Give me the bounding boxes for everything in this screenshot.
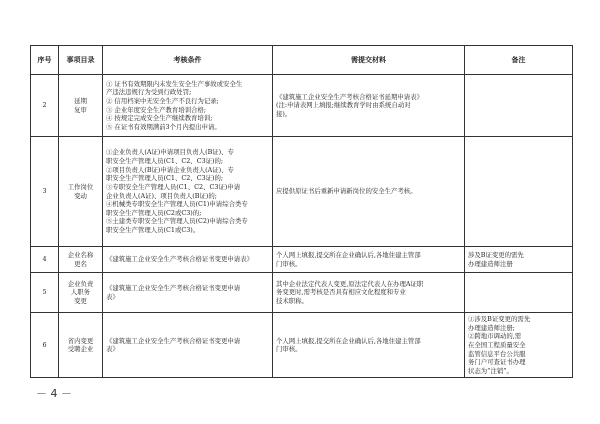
cell-conditions-line: ④机械类专职安全生产管理人员(C1)申请综合类专 <box>106 200 248 209</box>
cell-item-line: 变动 <box>74 191 87 200</box>
cell-materials <box>273 75 465 137</box>
cell-materials-line: 技术职称。 <box>276 296 308 305</box>
cell-conditions-line: ④ 按规定完成安全生产继续教育培训; <box>106 114 213 123</box>
cell-remarks <box>465 273 573 313</box>
cell-conditions-line: 《建筑施工企业安全生产考核合格证书变更申请 <box>106 283 241 292</box>
header-remarks: 备注 <box>465 46 573 75</box>
cell-conditions-line: 职安全生产管理人员(C1或C3)。 <box>106 226 200 235</box>
cell-materials <box>273 137 465 247</box>
cell-conditions-line: ② 信用档案中无安全生产不良行为记录; <box>106 96 219 105</box>
cell-materials <box>273 273 465 313</box>
cell-conditions <box>103 137 273 247</box>
cell-remarks-line: 监管信息平台公共服 <box>468 349 526 358</box>
cell-item-line: 延期 <box>74 96 87 105</box>
cell-remarks-line: ②跨地市调动的,需 <box>468 332 522 341</box>
cell-item-line: 更名 <box>74 259 87 268</box>
cell-materials-line: 接)。 <box>276 109 292 118</box>
cell-materials-line: 个人网上填报,提交所在企业确认后,各地住建主管部 <box>276 250 421 259</box>
cell-serial-number: 6 <box>31 313 59 378</box>
cell-conditions-line: ②项目负责人(B证)申请企业负责人(A证)、专 <box>106 165 234 174</box>
cell-conditions-line: 职安全生产管理人员(C1、C2、C3证)的; <box>106 156 224 165</box>
cell-item <box>59 247 103 273</box>
cell-item <box>59 273 103 313</box>
cell-item-line: 受聘企业 <box>67 345 94 354</box>
cell-materials-line: 其中企业法定代表人变更,原法定代表人在办理A证职 <box>276 279 424 288</box>
cell-materials-line: 《建筑施工企业安全生产考核合格证书延期申请表》 <box>276 92 423 101</box>
header-materials: 需提交材料 <box>273 46 465 75</box>
cell-conditions-line: ⑤ 在证书有效期满前3个月内提出申请。 <box>106 122 221 131</box>
cell-materials <box>273 313 465 378</box>
cell-item-line: 变更 <box>74 296 87 305</box>
cell-serial-number: 3 <box>31 137 59 247</box>
cell-remarks-line: 在全国工程质量安全 <box>468 340 526 349</box>
table-header-row <box>31 46 573 75</box>
cell-remarks <box>465 137 573 247</box>
table-row <box>31 75 573 137</box>
cell-item <box>59 137 103 247</box>
cell-materials-line: 门审核。 <box>276 259 302 268</box>
cell-serial-number: 5 <box>31 273 59 313</box>
cell-item-line: 工作岗位 <box>67 182 94 191</box>
cell-item-line: 企业名称 <box>67 250 94 259</box>
cell-item <box>59 313 103 378</box>
table-row <box>31 273 573 313</box>
cell-conditions-line: 企业负责人(A证)、项目负责人(B证)的; <box>106 191 217 200</box>
cell-remarks-line: 办理建造师注册 <box>468 259 513 268</box>
cell-conditions-line: ③专职安全生产管理人员(C1、C2、C3证)申请 <box>106 182 241 191</box>
cell-materials-line: 务变更时,需考核是否具有相应文化程度和专业 <box>276 288 406 297</box>
requirements-table <box>30 45 573 378</box>
table-row <box>31 313 573 378</box>
cell-conditions <box>103 247 273 273</box>
cell-conditions-line: ①企业负责人(A证)申请项目负责人(B证)、专 <box>106 148 234 157</box>
cell-conditions-line: 职安全生产管理人员(C1、C2、C3证)的; <box>106 174 224 183</box>
cell-conditions-line: ⑤土建类专职安全生产管理人员(C2)申请综合类专 <box>106 217 248 226</box>
cell-conditions <box>103 75 273 137</box>
cell-conditions-line: 产违法违规行为受到行政处罚; <box>106 88 192 97</box>
header-conditions: 考核条件 <box>103 46 273 75</box>
cell-conditions <box>103 273 273 313</box>
cell-remarks-line: 务门户可查证书办理 <box>468 358 526 367</box>
cell-remarks <box>465 75 573 137</box>
cell-conditions-line: ③ 企业年度安全生产教育培训合格; <box>106 105 207 114</box>
cell-item-line: 企业负责 <box>67 279 94 288</box>
table-row <box>31 247 573 273</box>
page-number: － 4 － <box>36 387 72 400</box>
cell-remarks-line: 办理建造师注册; <box>468 323 515 332</box>
cell-remarks-line: 状态为“注销”。 <box>468 366 513 375</box>
cell-materials <box>273 247 465 273</box>
cell-item <box>59 75 103 137</box>
cell-materials-line: 应提供原证书后重新申请新岗位的安全生产考核。 <box>276 187 417 196</box>
cell-item-line: 人职务 <box>70 288 91 297</box>
cell-item-line: 复审 <box>74 105 87 114</box>
table-row <box>31 137 573 247</box>
cell-remarks-line: ①涉及B证变更的需先 <box>468 315 531 323</box>
cell-materials-line: (注:申请表网上填报;继续教育学时由系统自动对 <box>276 101 411 110</box>
cell-materials-line: 门审核。 <box>276 345 302 354</box>
header-serial-number: 序号 <box>31 46 59 75</box>
cell-conditions-line: 职安全生产管理人员(C2或C3)的; <box>106 208 202 217</box>
cell-remarks <box>465 247 573 273</box>
header-item-catalog: 事项目录 <box>59 46 103 75</box>
cell-conditions-line: ① 证书有效期限内未发生安全生产事故或安全生 <box>106 79 243 88</box>
cell-item-line: 省内变更 <box>67 336 94 345</box>
cell-conditions-line: 《建筑施工企业安全生产考核合格证书变更申请 <box>106 336 241 345</box>
cell-serial-number: 2 <box>31 75 59 137</box>
cell-remarks <box>465 313 573 378</box>
cell-remarks-line: 涉及B证变更的需先 <box>468 250 524 259</box>
cell-conditions-line: 表》 <box>106 345 119 354</box>
cell-conditions <box>103 313 273 378</box>
cell-conditions-line: 《建筑施工企业安全生产考核合格证书变更申请表》 <box>106 255 253 264</box>
cell-conditions-line: 表》 <box>106 292 119 301</box>
cell-materials-line: 个人网上填报,提交所在企业确认后,各地住建主管部 <box>276 336 421 345</box>
cell-serial-number: 4 <box>31 247 59 273</box>
